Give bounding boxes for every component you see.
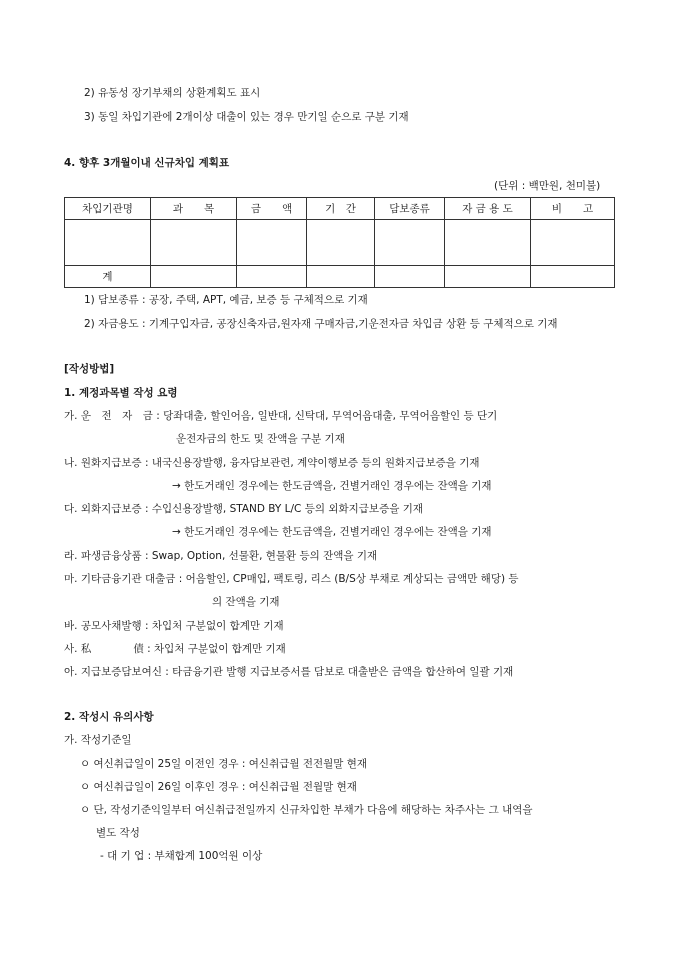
- method-heading: [작성방법]: [64, 363, 115, 375]
- header-remarks: 비 고: [531, 198, 615, 220]
- unit-label: (단위 : 백만원, 천미불): [494, 180, 601, 192]
- table-cell: [307, 266, 375, 288]
- method-subtitle-2: 2. 작성시 유의사항: [64, 711, 154, 723]
- bullet-after-26: ㅇ 여신취급일이 26일 이후인 경우 : 여신취급월 전월말 현재: [80, 781, 357, 793]
- header-lender: 차입기관명: [65, 198, 151, 220]
- method-subtitle-1: 1. 계정과목별 작성 요령: [64, 387, 178, 399]
- method-item-ma: 마. 기타금융기관 대출금 : 어음할인, CP매입, 팩토링, 리스 (B/S상 부채로 계상되는 금액만 해당) 등: [64, 573, 519, 585]
- borrowing-plan-table: [64, 197, 615, 288]
- note-collateral: 1) 담보종류 : 공장, 주택, APT, 예금, 보증 등 구체적으로 기재: [84, 294, 368, 306]
- method-item-da-arrow: → 한도거래인 경우에는 한도금액을, 건별거래인 경우에는 잔액을 기재: [172, 526, 492, 538]
- bullet-before-25: ㅇ 여신취급일이 25일 이전인 경우 : 여신취급월 전전월말 현재: [80, 758, 368, 770]
- header-period: 기 간: [307, 198, 375, 220]
- table-cell: [237, 220, 307, 266]
- reference-date-label: 가. 작성기준일: [64, 734, 132, 746]
- table-cell: [375, 220, 445, 266]
- table-total-row: [65, 266, 615, 288]
- large-company-criterion: - 대 기 업 : 부채합계 100억원 이상: [100, 850, 263, 862]
- table-row: [65, 220, 615, 266]
- table-cell: [237, 266, 307, 288]
- table-cell: [445, 266, 531, 288]
- table-header-row: [65, 198, 615, 220]
- method-item-a: 아. 지급보증담보여신 : 타금융기관 발행 지급보증서를 담보로 대출받은 금액을 합산하여 일괄 기재: [64, 666, 514, 678]
- header-collateral: 담보종류: [375, 198, 445, 220]
- header-account: 과 목: [151, 198, 237, 220]
- method-item-ra: 라. 파생금융상품 : Swap, Option, 선물환, 현물환 등의 잔액을 기재: [64, 550, 378, 562]
- note-same-lender: 3) 동일 차입기관에 2개이상 대출이 있는 경우 만기일 순으로 구분 기재: [84, 111, 409, 123]
- header-fund-use: 자 금 용 도: [445, 198, 531, 220]
- note-fund-use: 2) 자금용도 : 기계구입자금, 공장신축자금,원자재 구매자금,기운전자금 차입금 상환 등 구체적으로 기재: [84, 318, 558, 330]
- table-cell: [65, 220, 151, 266]
- note-current-liabilities: 2) 유동성 장기부채의 상환계획도 표시: [84, 87, 261, 99]
- table-cell: [531, 220, 615, 266]
- method-item-na-arrow: → 한도거래인 경우에는 한도금액을, 건별거래인 경우에는 잔액을 기재: [172, 480, 492, 492]
- bullet-however-cont: 별도 작성: [96, 827, 140, 839]
- method-item-ga: 가. 운 전 자 금 : 당좌대출, 할인어음, 일반대, 신탁대, 무역어음대출, 무역어음할인 등 단기: [64, 410, 498, 422]
- section-title: 4. 향후 3개월이내 신규차입 계획표: [64, 157, 230, 169]
- method-item-sa: 사. 私 債 : 차입처 구분없이 합계만 기재: [64, 643, 286, 655]
- table-cell: [445, 220, 531, 266]
- method-item-ba: 바. 공모사채발행 : 차입처 구분없이 합계만 기재: [64, 620, 284, 632]
- method-item-ma-cont: 의 잔액을 기재: [212, 596, 280, 608]
- bullet-however: ㅇ 단, 작성기준익일부터 여신취급전일까지 신규차입한 부채가 다음에 해당하는 차주사는 그 내역을: [80, 804, 533, 816]
- header-amount: 금 액: [237, 198, 307, 220]
- method-item-da: 다. 외화지급보증 : 수입신용장발행, STAND BY L/C 등의 외화지급보증을 기재: [64, 503, 423, 515]
- method-item-ga-cont: 운전자금의 한도 및 잔액을 구분 기재: [176, 433, 345, 445]
- table-cell: [375, 266, 445, 288]
- method-item-na: 나. 원화지급보증 : 내국신용장발행, 융자담보관련, 계약이행보증 등의 원화지급보증을 기재: [64, 457, 480, 469]
- table-cell: [531, 266, 615, 288]
- table-cell: [151, 220, 237, 266]
- table-cell: [151, 266, 237, 288]
- table-cell: [307, 220, 375, 266]
- total-label: 계: [65, 266, 151, 288]
